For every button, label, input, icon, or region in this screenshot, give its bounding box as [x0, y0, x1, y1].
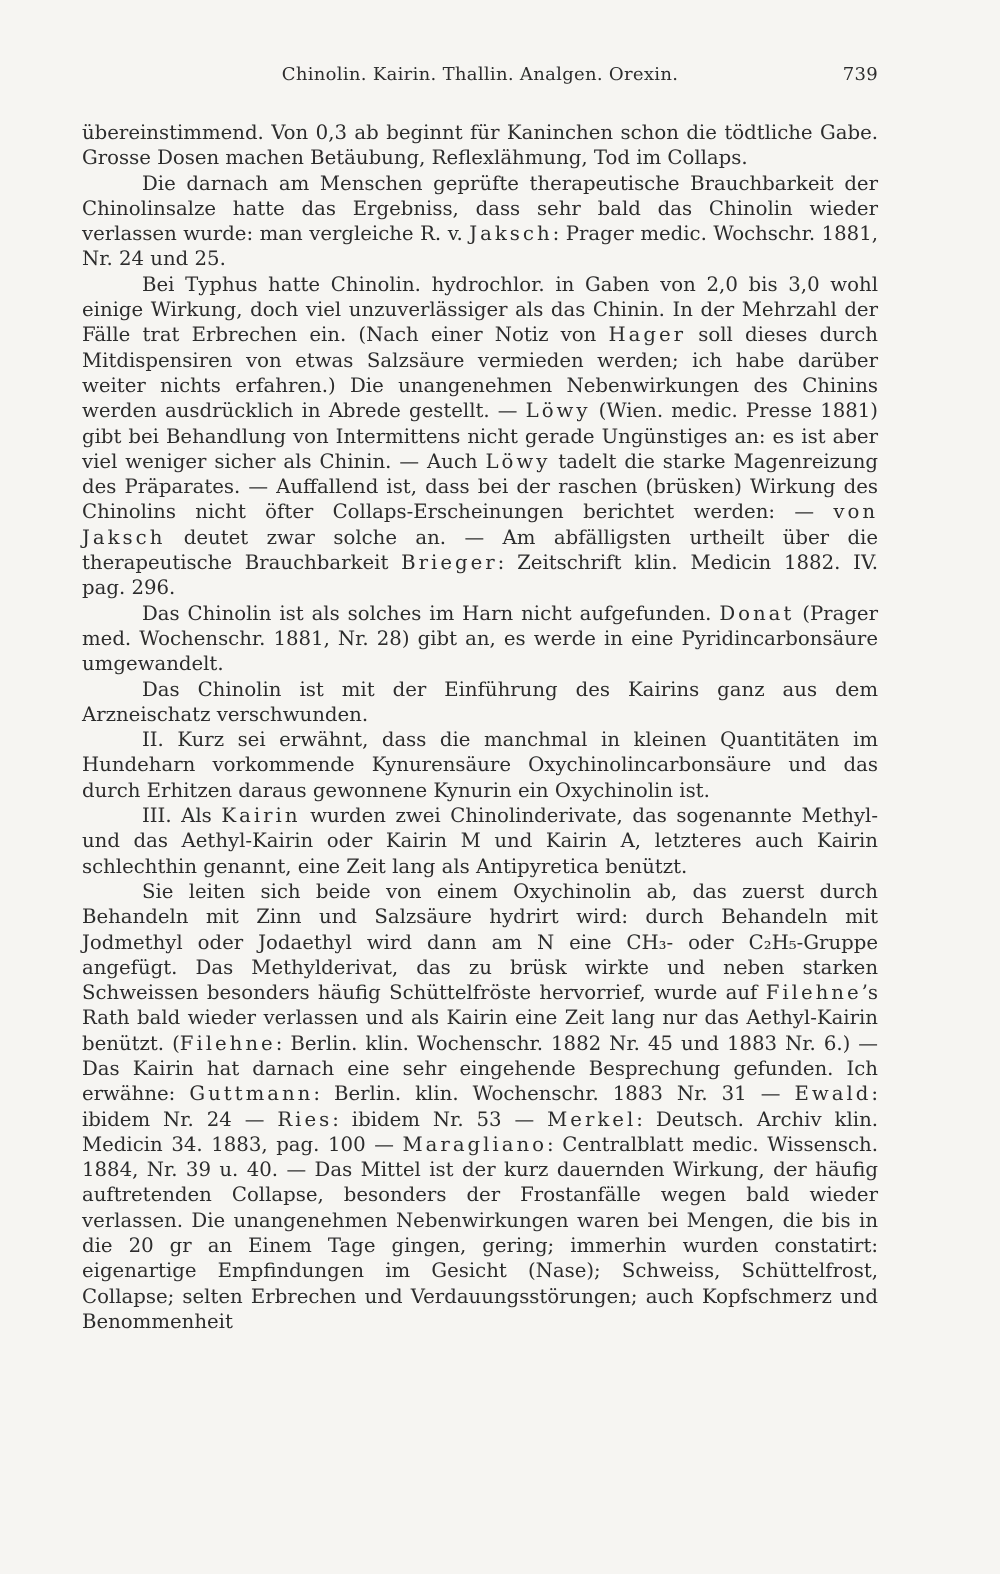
text-run: : Berlin. klin. Wochenschr. 1883 Nr. 31 — [313, 1082, 795, 1106]
running-head [82, 64, 878, 90]
text-run: Das Chinolin ist mit der Einführung des Kairins ganz aus dem Arzneischatz verschwunden. [82, 677, 878, 726]
text-run: Das Chinolin ist als solches im Harn nicht aufgefunden. [142, 601, 720, 625]
spaced-name: Brieger [401, 551, 498, 575]
text-run: (Prager med. Wochenschr. 1881, Nr. 28) gibt an, es werde in eine Pyridincarbonsäure umgewandelt. [82, 601, 878, 676]
text-run: (Wien. medic. Presse 1881) gibt bei Behandlung von Intermittens nicht gerade Ungünstiges an: es ist aber viel weniger sicher als Chinin. — Auch [82, 399, 878, 473]
spaced-name: Kairin [221, 804, 301, 828]
paragraph [82, 171, 878, 272]
text-run: deutet zwar solche an. — Am abfälligsten urtheilt über die therapeutische Brauchbarkeit [82, 525, 878, 575]
spaced-name: Löwy [525, 399, 591, 423]
spaced-name: Filehne [765, 981, 862, 1005]
paragraph [82, 677, 878, 728]
text-run: : Prager medic. Wochschr. 1881, Nr. 24 und 25. [82, 222, 878, 271]
text-run: Die darnach am Menschen geprüfte therapeutische Brauchbarkeit der Chinolinsalze hatte das Ergebniss, dass sehr bald das Chinolin wieder verlassen wurde: man vergleiche R. v. [82, 171, 878, 246]
text-run: : Centralblatt medic. Wissensch. 1884, Nr. 39 u. 40. — Das Mittel ist der kurz dauernden Wirkung, der häufig auftretenden Collapse, besonders der Frostanfälle wegen bald wieder verlassen. Die unangenehmen Nebenwirkungen waren bei Mengen, die bis in die 20 gr an Einem Tage gingen, gering; immerhin wurden constatirt: eigenartige Empfindungen im Gesicht (Nase); Schweiss, Schüttelfrost, Collapse; selten Erbrechen und Verdauungsstörungen; auch Kopfschmerz und Benommenheit [82, 1132, 878, 1333]
text-run: Bei Typhus hatte Chinolin. hydrochlor. in Gaben von 2,0 bis 3,0 wohl einige Wirkung, doch viel unzuverlässiger als das Chinin. In der Mehrzahl der Fälle trat Erbrechen ein. (Nach einer Notiz von [82, 272, 878, 347]
text-run: II. Kurz sei erwähnt, dass die manchmal in kleinen Quantitäten im Hundeharn vorkommende Kynurensäure Oxychinolincarbonsäure und das durch Erhitzen daraus gewonnene Kynurin ein Oxychinolin ist. [82, 728, 878, 802]
spaced-name: Jaksch [469, 222, 553, 246]
text-run: : ibidem Nr. 53 — [332, 1107, 548, 1131]
running-title: Chinolin. Kairin. Thallin. Analgen. Orexin. [281, 64, 679, 85]
text-run: wurden zwei Chinolinderivate, das sogenannte Methyl- und das Aethyl-Kairin oder Kairin M und Kairin A, letzteres auch Kairin schlechthin genannt, eine Zeit lang als Antipyretica benützt. [82, 804, 878, 878]
page-number: 739 [842, 64, 878, 85]
paragraph [82, 272, 878, 601]
text-run: tadelt die starke Magenreizung des Präparates. — Auffallend ist, dass bei der raschen (brüsken) Wirkung des Chinolins nicht öfter Collaps-Erscheinungen berichtet werden: — [82, 449, 878, 524]
paragraph [82, 727, 878, 803]
spaced-name: Hager [608, 323, 687, 347]
body-text [82, 120, 878, 1334]
spaced-name: Ewald [794, 1082, 872, 1106]
spaced-name: Filehne [179, 1031, 276, 1055]
spaced-name: Guttmann [189, 1082, 314, 1106]
text-run: : ibidem Nr. 24 — [82, 1082, 878, 1131]
spaced-name: Donat [719, 601, 795, 625]
text-run: übereinstimmend. Von 0,3 ab beginnt für Kaninchen schon die tödtliche Gabe. Grosse Dosen machen Betäubung, Reflexlähmung, Tod im Collaps. [82, 121, 878, 170]
paragraph [82, 601, 878, 677]
paragraph [82, 803, 878, 879]
spaced-name: von Jaksch [82, 500, 878, 549]
text-run: ’s Rath bald wieder verlassen und als Kairin eine Zeit lang nur das Aethyl-Kairin benützt. ( [82, 981, 878, 1055]
text-run: : Berlin. klin. Wochenschr. 1882 Nr. 45 und 1883 Nr. 6.) — Das Kairin hat darnach eine sehr eingehende Besprechung gefunden. Ich erwähne: [82, 1031, 878, 1106]
text-run: : Deutsch. Archiv klin. Medicin 34. 1883, pag. 100 — [82, 1107, 879, 1156]
text-run: soll dieses durch Mitdispensiren von etwas Salzsäure vermieden werden; ich habe darüber weiter nichts erfahren.) Die unangenehmen Nebenwirkungen des Chinins werden ausdrücklich in Abrede gestellt. — [82, 323, 878, 423]
text-run: III. Als [142, 804, 222, 828]
spaced-name: Maragliano [402, 1132, 548, 1156]
text-run: Sie leiten sich beide von einem Oxychinolin ab, das zuerst durch Behandeln mit Zinn und Salzsäure hydrirt wird: durch Behandeln mit Jodmethyl oder Jodaethyl wird dann am N eine CH₃- oder C₂H₅-Gruppe angefügt. Das Methylderivat, das zu brüsk wirkte und neben starken Schweissen besonders häufig Schüttelfröste hervorrief, wurde auf [82, 879, 878, 1005]
spaced-name: Ries [277, 1107, 333, 1131]
paragraph [82, 879, 878, 1334]
spaced-name: Löwy [485, 449, 551, 473]
text-run: : Zeitschrift klin. Medicin 1882. IV. pag. 296. [82, 551, 878, 600]
paragraph [82, 120, 878, 171]
spaced-name: Merkel [547, 1107, 637, 1131]
